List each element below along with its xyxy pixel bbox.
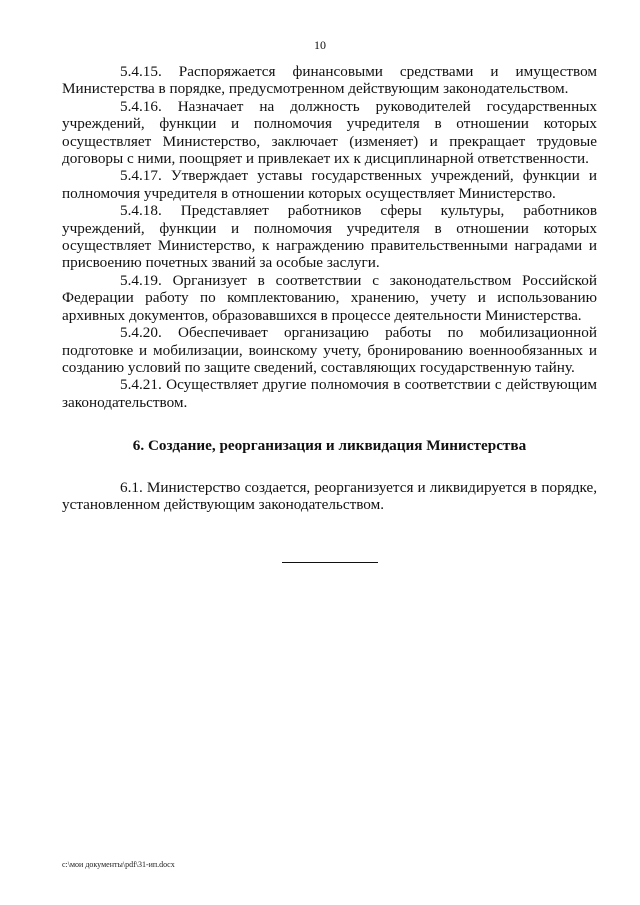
document-body — [62, 63, 597, 563]
page-number: 10 — [314, 38, 326, 52]
paragraph-5-4-18: 5.4.18. Представляет работников сферы культуры, работников учреждений, функции и полномочия учредителя в отношении которых осуществляет Министерство, к награждению правительственными наградами и присвоению почетных званий за особые заслуги. — [62, 202, 597, 272]
paragraph-5-4-17: 5.4.17. Утверждает уставы государственных учреждений, функции и полномочия учредителя в отношении которых осуществляет Министерство. — [62, 167, 597, 202]
paragraph-5-4-21: 5.4.21. Осуществляет другие полномочия в соответствии с действующим законодательством. — [62, 376, 597, 411]
end-of-document-line — [282, 562, 378, 563]
paragraph-5-4-20: 5.4.20. Обеспечивает организацию работы по мобилизационной подготовке и мобилизации, воинскому учету, бронированию военнообязанных и созданию условий по защите сведений, составляющих государственную тайну. — [62, 324, 597, 376]
paragraph-6-1: 6.1. Министерство создается, реорганизуется и ликвидируется в порядке, установленном действующим законодательством. — [62, 478, 597, 513]
paragraph-5-4-15: 5.4.15. Распоряжается финансовыми средствами и имуществом Министерства в порядке, предусмотренном действующим законодательством. — [62, 63, 597, 98]
paragraph-5-4-16: 5.4.16. Назначает на должность руководителей государственных учреждений, функции и полномочия учредителя в отношении которых осуществляет Министерство, заключает (изменяет) и прекращает трудовые договоры с ними, поощряет и привлекает их к дисциплинарной ответственности. — [62, 97, 597, 168]
section-6-heading: 6. Создание, реорганизация и ликвидация Министерства — [132, 437, 527, 455]
paragraph-5-4-19: 5.4.19. Организует в соответствии с законодательством Российской Федерации работу по комплектованию, хранению, учету и использованию архивных документов, образовавшихся в процессе деятельности Министерства. — [62, 271, 597, 324]
footer-file-path: c:\мои документы\pdf\31-ип.docx — [62, 860, 175, 869]
